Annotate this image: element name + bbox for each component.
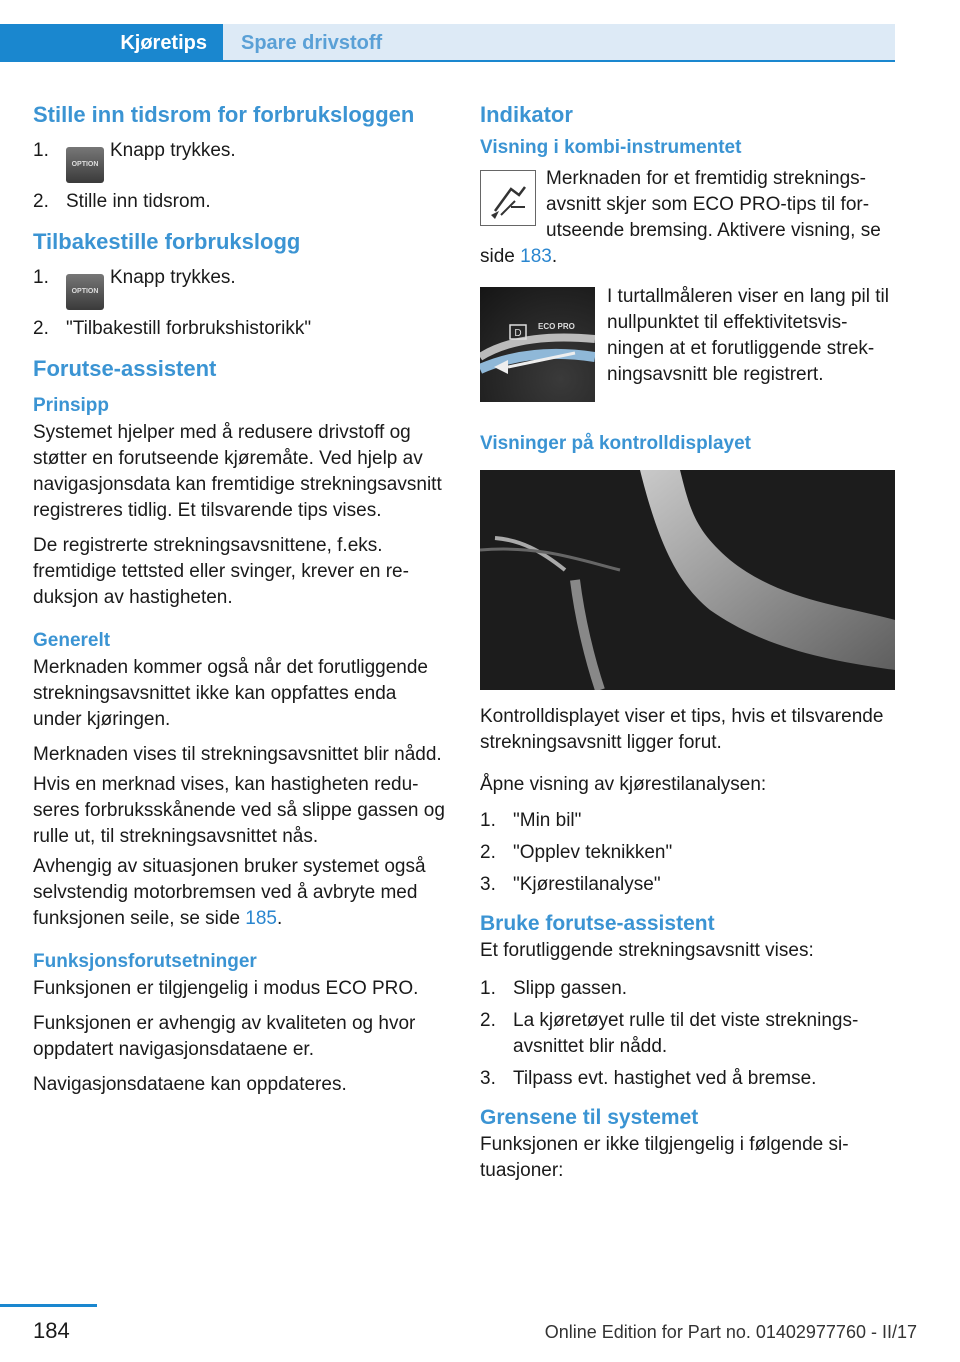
paragraph: Navigasjonsdataene kan oppdateres. bbox=[33, 1074, 347, 1095]
list-text: "Tilbakestill forbrukshistorikk" bbox=[66, 318, 312, 339]
paragraph: Kontrolldisplayet viser et tips, hvis et tilsvarende strekningsavsnitt ligger forut. bbox=[480, 706, 884, 753]
list-text: "Kjørestilanalyse" bbox=[513, 874, 661, 895]
gauge-eco-label: ECO PRO bbox=[538, 322, 575, 331]
option-button-icon: OPTION bbox=[66, 147, 104, 183]
list-text: "Opplev teknikken" bbox=[513, 842, 673, 863]
paragraph: Merknaden vises til strekningsavsnittet blir nådd. bbox=[33, 744, 442, 765]
edition-text: Online Edition for Part no. 01402977760 - II/17 bbox=[544, 1322, 917, 1342]
page-number: 184 bbox=[33, 1318, 70, 1343]
paragraph bbox=[480, 166, 895, 270]
list-text: Knapp trykkes. bbox=[110, 267, 236, 288]
paragraph: Funksjonen er ikke tilgjengelig i følgende situasjoner: bbox=[480, 1134, 849, 1181]
subheading-prinsipp: Prinsipp bbox=[33, 395, 110, 416]
list-number: 3. bbox=[480, 1068, 496, 1089]
list-number: 1. bbox=[480, 810, 496, 831]
list-number: 2. bbox=[33, 318, 49, 339]
paragraph-text: . bbox=[277, 908, 283, 929]
list-text: Tilpass evt. hastighet ved å bremse. bbox=[513, 1068, 817, 1089]
paragraph: Merknaden kommer også når det forutliggende strekningsavsnittet ikke kan oppfattes enda under kjøringen. bbox=[33, 657, 429, 730]
subheading-grensene: Grensene til systemet bbox=[480, 1106, 699, 1129]
subheading-bruke: Bruke forutse-assistent bbox=[480, 912, 715, 935]
list-number: 2. bbox=[480, 1010, 496, 1031]
page-link-183[interactable]: 183 bbox=[520, 246, 552, 267]
list-text: Knapp trykkes. bbox=[110, 140, 236, 161]
list-text: Stille inn tidsrom. bbox=[66, 191, 211, 212]
eco-pro-hint-icon bbox=[480, 170, 536, 226]
list-number: 1. bbox=[33, 140, 49, 161]
paragraph: Systemet hjelper med å redusere drivstoff og støtter en forutseende kjøremåte. Ved hjelp av navigasjonsdata kan fremtidige strekningsavsnitt registreres tidlig. Et tilsvarende tips vises. bbox=[33, 422, 442, 521]
paragraph: Åpne visning av kjørestilanalysen: bbox=[480, 774, 767, 795]
list-text: Slipp gassen. bbox=[513, 978, 628, 999]
subheading-generelt: Generelt bbox=[33, 630, 111, 651]
list-item bbox=[33, 138, 445, 183]
list-kjorestil bbox=[480, 808, 895, 898]
heading-set-period: Stille inn tidsrom for forbruksloggen bbox=[33, 102, 415, 127]
paragraph-text: . bbox=[551, 246, 558, 267]
subheading-kontrolldisplay: Visninger på kontrolldisplayet bbox=[480, 433, 751, 454]
list-item bbox=[480, 808, 895, 834]
page-link-185[interactable]: 185 bbox=[245, 908, 277, 929]
list-set-period bbox=[33, 138, 445, 215]
tab-spare-drivstoff[interactable]: Spare drivstoff bbox=[223, 24, 895, 62]
heading-forutse-assistent: Forutse-assistent bbox=[33, 356, 217, 381]
tab-kjoretips[interactable]: Kjøretips bbox=[0, 24, 223, 62]
paragraph: Et forutliggende strekningsavsnitt vises: bbox=[480, 940, 814, 961]
paragraph-text: Avhengig av situasjonen bruker systemet også selvstendig motorbremsen ved å avbryte med funksjonen seile, se side bbox=[33, 856, 426, 929]
subheading-funksjonsforutsetninger: Funksjonsforutsetninger bbox=[33, 951, 257, 972]
list-item bbox=[33, 189, 445, 215]
subheading-kombi-instrument: Visning i kombi-instrumentet bbox=[480, 137, 742, 158]
list-item bbox=[33, 265, 445, 310]
list-bruke bbox=[480, 976, 895, 1092]
gauge-d-label: D bbox=[514, 328, 522, 339]
heading-reset-log: Tilbakestille forbrukslogg bbox=[33, 229, 301, 254]
list-item bbox=[480, 840, 895, 866]
paragraph: Funksjonen er avhengig av kvaliteten og hvor oppdatert navigasjonsdataene er. bbox=[33, 1013, 416, 1060]
paragraph: De registrerte strekningsavsnittene, f.eks. fremtidige tettsted eller svinger, krever en reduksjon av hastigheten. bbox=[33, 535, 409, 608]
control-display-image bbox=[480, 470, 895, 690]
list-item bbox=[480, 872, 895, 898]
list-reset-log bbox=[33, 265, 445, 342]
paragraph: Hvis en merknad vises, kan hastigheten reduseres forbruksskånende ved så slippe gassen og rulle ut, til strekningsavsnittet nås. bbox=[33, 774, 445, 847]
option-button-icon: OPTION bbox=[66, 274, 104, 310]
list-item bbox=[480, 1008, 895, 1060]
list-number: 2. bbox=[33, 191, 49, 212]
list-number: 1. bbox=[33, 267, 49, 288]
list-item bbox=[33, 316, 445, 342]
list-text: "Min bil" bbox=[513, 810, 582, 831]
list-number: 1. bbox=[480, 978, 496, 999]
list-number: 2. bbox=[480, 842, 496, 863]
list-text: La kjøretøyet rulle til det viste strekningsavsnittet blir nådd. bbox=[513, 1010, 859, 1057]
footer-divider bbox=[0, 1304, 97, 1307]
paragraph: I turtallmåleren viser en lang pil til nullpunktet til effektivitetsvisningen at et forutliggende strekningsavsnitt ble registrert. bbox=[607, 286, 889, 385]
right-column bbox=[480, 100, 895, 1193]
list-item bbox=[480, 976, 895, 1002]
left-column bbox=[33, 100, 445, 1107]
eco-tip-block bbox=[480, 166, 895, 284]
paragraph-text: Merknaden for et fremtidig strekningsavsnitt skjer som ECO PRO-tips til forutseende bremsing. Aktivere visning, se side bbox=[480, 168, 881, 267]
header-divider bbox=[0, 60, 895, 62]
list-number: 3. bbox=[480, 874, 496, 895]
heading-indikator: Indikator bbox=[480, 102, 573, 127]
page-header bbox=[0, 0, 895, 62]
paragraph bbox=[33, 854, 445, 932]
rev-counter-image bbox=[480, 287, 595, 402]
paragraph: Funksjonen er tilgjengelig i modus ECO PRO. bbox=[33, 978, 419, 999]
list-item bbox=[480, 1066, 895, 1092]
gauge-block bbox=[480, 284, 895, 410]
